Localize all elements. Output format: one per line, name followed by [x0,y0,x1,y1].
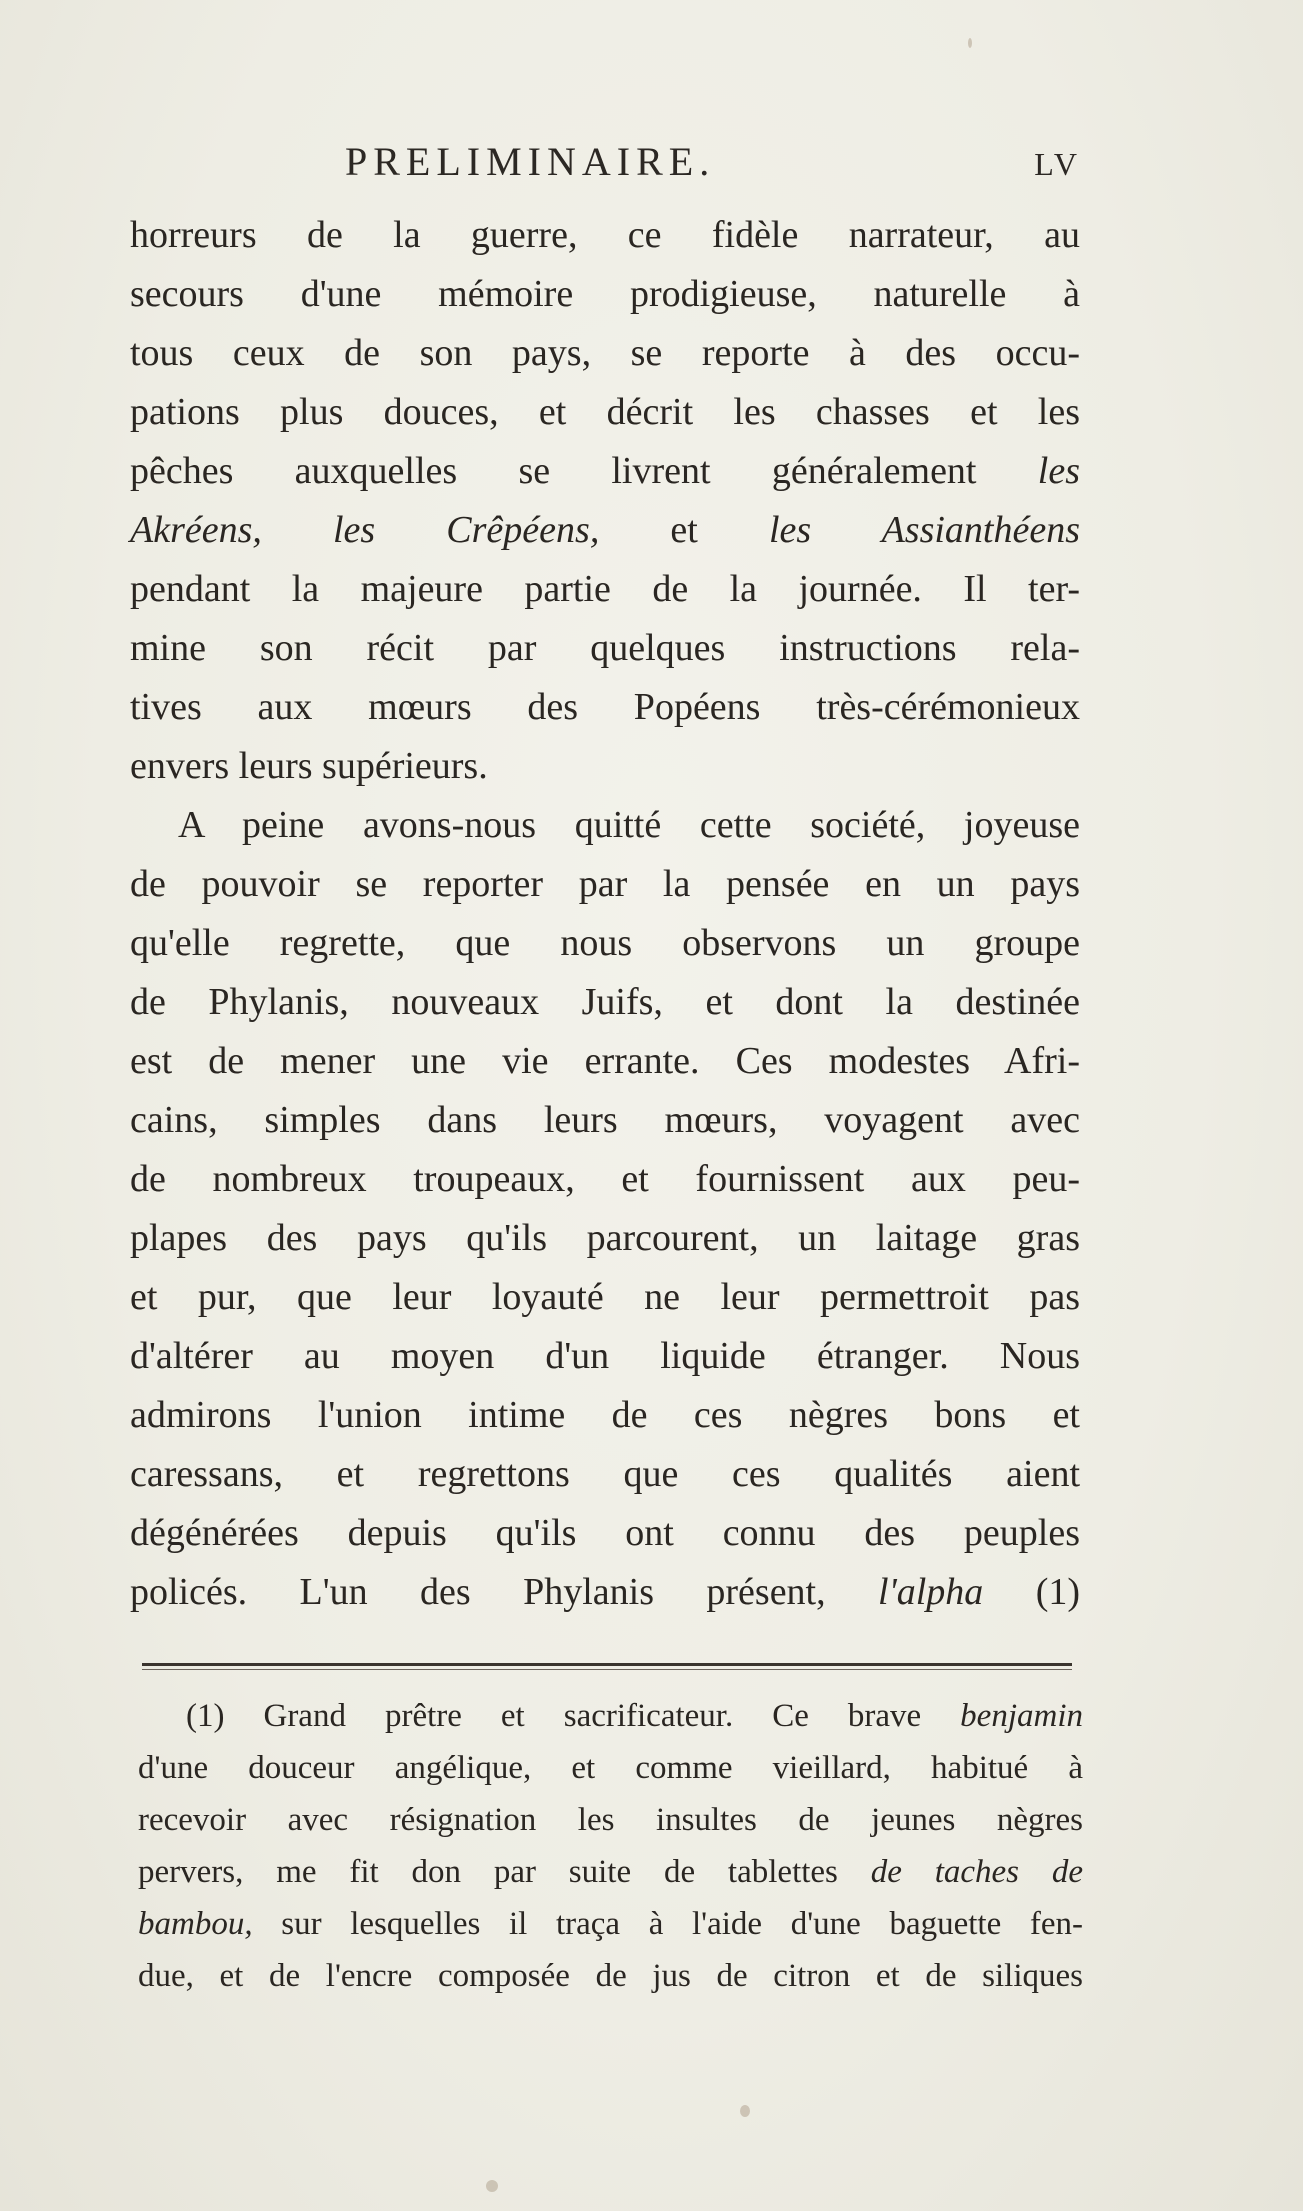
footnote-line [138,1898,1083,1950]
body-line [130,619,1080,678]
footnote-text: bambou, [138,1906,253,1942]
footnote-text: de taches de [870,1854,1083,1890]
body-text: dégénérées depuis qu'ils ont connu des peuples [130,1512,1080,1554]
body-line [130,383,1080,442]
body-line [130,1327,1080,1386]
body-text: les [1037,450,1080,492]
body-line [130,1386,1080,1445]
footnote-text: recevoir avec résignation les insultes de jeunes nègres [138,1802,1083,1838]
footnote-line [138,1794,1083,1846]
body-line [130,1032,1080,1091]
body-text: pations plus douces, et décrit les chasses et les [130,391,1080,433]
body-line [130,324,1080,383]
body-text: de Phylanis, nouveaux Juifs, et dont la destinée [130,981,1080,1023]
body-text: (1) [983,1571,1080,1613]
body-text: tives aux mœurs des Popéens très-cérémonieux [130,686,1080,728]
footnote-line [138,1846,1083,1898]
footnote-text: sur lesquelles il traça à l'aide d'une baguette fen- [252,1906,1083,1942]
body-text: cains, simples dans leurs mœurs, voyagent avec [130,1099,1080,1141]
body-line [130,737,1080,796]
footnote-line [138,1742,1083,1794]
body-line [130,1150,1080,1209]
body-line [130,973,1080,1032]
body-text: admirons l'union intime de ces nègres bons et [130,1394,1080,1436]
body-text: pêches auxquelles se livrent généralement [130,450,1038,492]
body-line [130,1504,1080,1563]
page-header [130,138,1080,198]
body-line [130,265,1080,324]
main-text [130,206,1080,1622]
footnote-text: benjamin [960,1698,1083,1734]
body-line [130,501,1080,560]
footnote-rule [142,1663,1072,1666]
body-text: et pur, que leur loyauté ne leur permettroit pas [130,1276,1080,1318]
body-line [130,1445,1080,1504]
page-number: LV [1034,146,1080,182]
body-text: horreurs de la guerre, ce fidèle narrateur, au [130,214,1080,256]
body-text: caressans, et regrettons que ces qualités aient [130,1453,1080,1495]
body-text: secours d'une mémoire prodigieuse, naturelle à [130,273,1080,315]
footnote-text: due, et de l'encre composée de jus de citron et de siliques [138,1958,1083,1994]
paper-spot [968,38,972,48]
body-text: de nombreux troupeaux, et fournissent aux peu- [130,1158,1080,1200]
body-text: mine son récit par quelques instructions rela- [130,627,1080,669]
body-text: est de mener une vie errante. Ces modestes Afri- [130,1040,1080,1082]
body-text: l'alpha [878,1571,984,1613]
running-head: PRELIMINAIRE. [345,139,716,184]
body-text: policés. L'un des Phylanis présent, [130,1571,879,1613]
body-text: et [599,509,769,551]
paper-spot [740,2105,750,2117]
footnote-text: d'une douceur angélique, et comme vieillard, habitué à [138,1750,1083,1786]
footnote-line [138,1690,1083,1742]
body-text: A peine avons-nous quitté cette société, joyeuse [178,804,1080,846]
body-text: qu'elle regrette, que nous observons un groupe [130,922,1080,964]
body-text: envers leurs supérieurs. [130,745,488,787]
body-line [130,442,1080,501]
body-line [130,1091,1080,1150]
body-text: d'altérer au moyen d'un liquide étranger. Nous [130,1335,1080,1377]
body-text: pendant la majeure partie de la journée. Il ter- [130,568,1080,610]
body-line [130,1268,1080,1327]
body-line [130,1209,1080,1268]
body-line [130,855,1080,914]
body-line [130,678,1080,737]
footnote [138,1690,1083,2002]
footnote-rule-thin [142,1669,1072,1670]
body-text: Akréens, les Crêpéens, [130,509,600,551]
body-text: de pouvoir se reporter par la pensée en un pays [130,863,1080,905]
body-line [130,1563,1080,1622]
footnote-text: (1) Grand prêtre et sacrificateur. Ce brave [186,1698,961,1734]
footnote-text: pervers, me fit don par suite de tablettes [138,1854,871,1890]
body-text: plapes des pays qu'ils parcourent, un laitage gras [130,1217,1080,1259]
body-text: les Assianthéens [768,509,1080,551]
body-line [130,206,1080,265]
body-line [130,914,1080,973]
body-line [130,560,1080,619]
footnote-line [138,1950,1083,2002]
body-line [130,796,1080,855]
paper-spot [486,2180,498,2192]
body-text: tous ceux de son pays, se reporte à des occu- [130,332,1080,374]
